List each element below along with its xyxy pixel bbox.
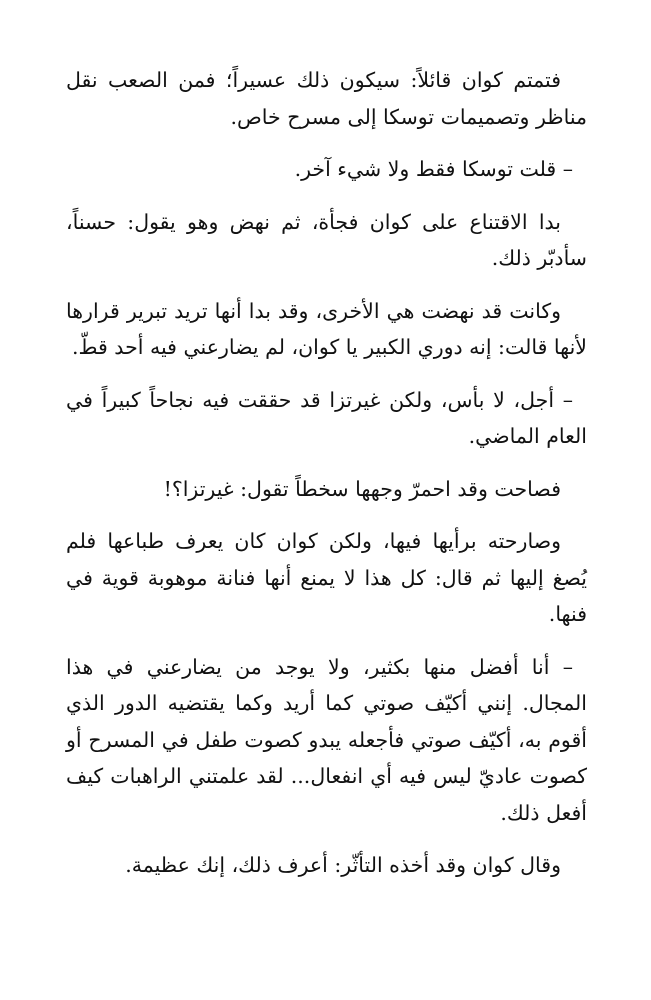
paragraph-4: وكانت قد نهضت هي الأخرى، وقد بدا أنها تريد تبرير قرارها لأنها قالت: إنه دوري الكبير يا كوان، لم يضارعني فيه أحد قطّ. [66, 298, 587, 359]
paragraph-9: وقال كوان وقد أخذه التأثّر: أعرف ذلك، إنك عظيمة. [125, 853, 561, 877]
paragraph-8: – أنا أفضل منها بكثير، ولا يوجد من يضارعني في هذا المجال. إنني أكيّف صوتي كما أريد وكما يقتضيه الدور الذي أقوم به، أكيّف صوتي فأجعله يبدو كصوت طفل في المسرح أو كصوت عاديّ ليس فيه أي انفعال... لقد علمتني الراهبات كيف أفعل ذلك. [66, 654, 587, 825]
paragraph-7: وصارحته برأيها فيها، ولكن كوان كان يعرف طباعها فلم يُصغ إليها ثم قال: كل هذا لا يمنع أنها فنانة موهوبة قوية في فنها. [66, 529, 587, 626]
paragraph-5: – أجل، لا بأس، ولكن غيرتزا قد حققت فيه نجاحاً كبيراً في العام الماضي. [66, 387, 587, 448]
paragraph-1: فتمتم كوان قائلاً: سيكون ذلك عسيراً؛ فمن الصعب نقل مناظر وتصميمات توسكا إلى مسرح خاص. [66, 68, 587, 129]
paragraph-6: فصاحت وقد احمرّ وجهها سخطاً تقول: غيرتزا؟! [163, 476, 561, 501]
paragraph-3: بدا الاقتناع على كوان فجأة، ثم نهض وهو يقول: حسناً، سأدبّر ذلك. [66, 209, 587, 270]
paragraph-2: – قلت توسكا فقط ولا شيء آخر. [294, 157, 573, 181]
